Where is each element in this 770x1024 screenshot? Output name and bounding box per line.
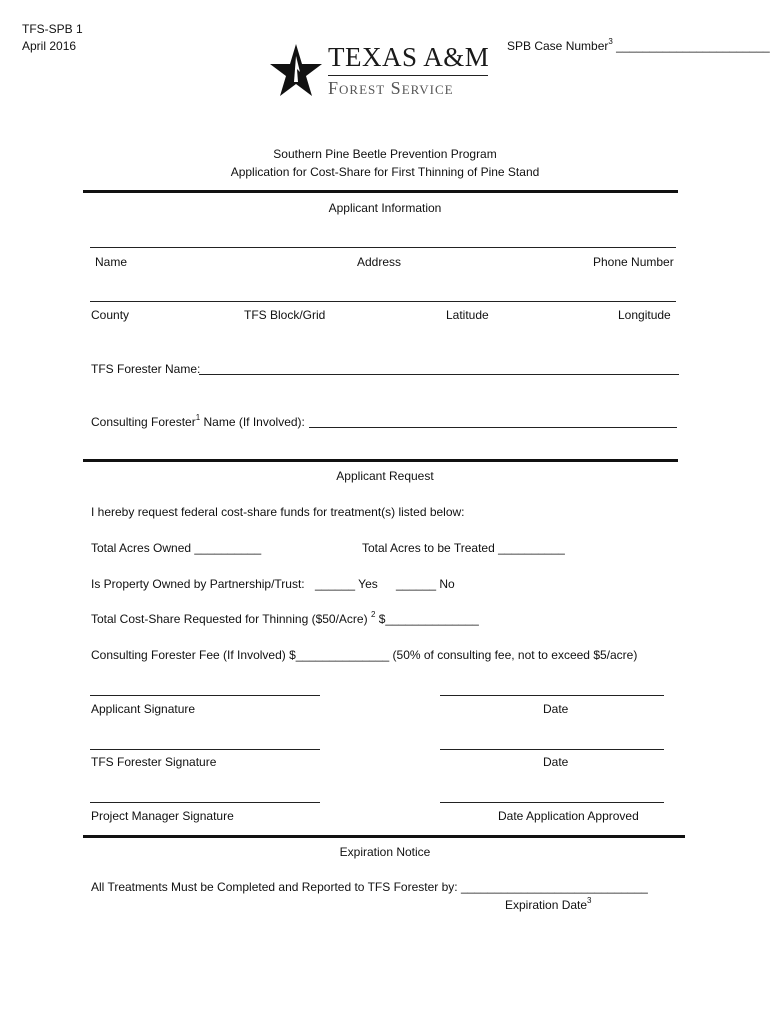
section-divider-top bbox=[83, 190, 678, 193]
tfs-forester-date-line[interactable] bbox=[440, 749, 664, 750]
ownership-no-field[interactable]: ______ No bbox=[396, 577, 455, 591]
tfs-forester-name-field[interactable] bbox=[199, 374, 679, 375]
latitude-label: Latitude bbox=[446, 308, 489, 322]
total-acres-treated-field[interactable]: Total Acres to be Treated __________ bbox=[362, 541, 565, 555]
date-application-approved-label: Date Application Approved bbox=[498, 809, 639, 823]
project-manager-signature-line[interactable] bbox=[90, 802, 320, 803]
cost-share-requested-field[interactable]: Total Cost-Share Requested for Thinning ($50/Acre) $^2$ $______________ bbox=[91, 610, 479, 626]
form-id: TFS-SPB 1 bbox=[22, 22, 83, 36]
section-divider-expiration bbox=[83, 835, 685, 838]
consulting-forester-name-label: Consulting Forester$^1$ Name (If Involved): bbox=[91, 413, 305, 429]
request-statement: I hereby request federal cost-share funds for treatment(s) listed below: bbox=[91, 505, 465, 519]
logo-divider bbox=[328, 75, 488, 76]
program-title: Southern Pine Beetle Prevention Program bbox=[273, 147, 497, 161]
tfs-forester-name-label: TFS Forester Name: bbox=[91, 362, 201, 376]
application-title: Application for Cost-Share for First Thinning of Pine Stand bbox=[230, 165, 540, 179]
spb-case-number bbox=[507, 39, 770, 53]
row1-input-line[interactable] bbox=[90, 247, 676, 248]
ownership-yes-field[interactable]: ______ Yes bbox=[315, 577, 378, 591]
case-number-label: SPB Case Number bbox=[507, 39, 609, 53]
expiration-notice-heading: Expiration Notice bbox=[339, 845, 431, 859]
applicant-request-heading: Applicant Request bbox=[336, 469, 434, 483]
case-number-field[interactable]: _______________________ bbox=[616, 39, 770, 53]
name-label: Name bbox=[95, 255, 128, 269]
logo-forest-service: Forest Service bbox=[328, 78, 454, 98]
case-number-sup: 3 bbox=[608, 37, 613, 46]
total-acres-owned-field[interactable]: Total Acres Owned __________ bbox=[91, 541, 262, 555]
applicant-signature-line[interactable] bbox=[90, 695, 320, 696]
consulting-forester-name-field[interactable] bbox=[309, 427, 677, 428]
row2-input-line[interactable] bbox=[90, 301, 676, 302]
tfs-forester-signature-label: TFS Forester Signature bbox=[91, 755, 217, 769]
applicant-date-label: Date bbox=[543, 702, 569, 716]
section-divider-request bbox=[83, 459, 678, 462]
form-date: April 2016 bbox=[22, 39, 77, 53]
applicant-information-heading: Applicant Information bbox=[328, 201, 442, 215]
phone-number-label: Phone Number bbox=[593, 255, 674, 269]
project-manager-signature-label: Project Manager Signature bbox=[91, 809, 234, 823]
longitude-label: Longitude bbox=[618, 308, 671, 322]
tfs-forester-signature-line[interactable] bbox=[90, 749, 320, 750]
tfs-forester-date-label: Date bbox=[543, 755, 569, 769]
applicant-signature-label: Applicant Signature bbox=[91, 702, 196, 716]
expiration-completion-field[interactable]: All Treatments Must be Completed and Reported to TFS Forester by: ____________________________ bbox=[91, 880, 648, 894]
county-label: County bbox=[91, 308, 130, 322]
address-label: Address bbox=[357, 255, 402, 269]
date-approved-line[interactable] bbox=[440, 802, 664, 803]
texas-am-forest-service-logo bbox=[268, 42, 490, 102]
tfs-block-grid-label: TFS Block/Grid bbox=[244, 308, 326, 322]
applicant-date-line[interactable] bbox=[440, 695, 664, 696]
logo-texas-am: TEXAS A&M bbox=[328, 42, 490, 72]
star-logo-icon bbox=[268, 42, 324, 100]
consulting-forester-fee-field[interactable]: Consulting Forester Fee (If Involved) $______________ (50% of consulting fee, not to exceed $5/acre) bbox=[91, 648, 638, 662]
expiration-date-label: Expiration Date$^3$ bbox=[505, 896, 592, 912]
ownership-question: Is Property Owned by Partnership/Trust: bbox=[91, 577, 305, 591]
